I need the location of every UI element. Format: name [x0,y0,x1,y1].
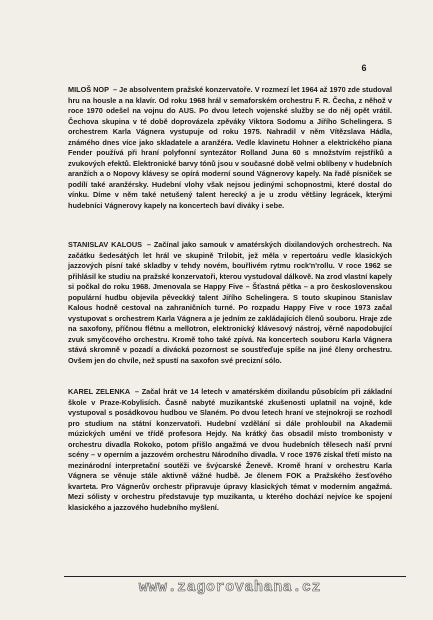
site-watermark: www.zagorovahana.cz [138,579,322,596]
bio-paragraph [68,387,392,514]
bio-name: MILOŠ NOP [68,85,109,94]
bio-milos-nop [68,85,392,212]
page-number: 6 [361,63,367,73]
bio-name: KAREL ZELENKA [68,387,131,396]
bio-text: – Je absolventem pražské konzervatoře. V rozmezí let 1964 až 1970 zde studoval hru na housle a na klavír. Od roku 1968 hrál v semaforském orchestru F. R. Čecha, z něhož v roce 1970 odešel na vojnu do AUS. Po dvou letech vojenské služby se do něj opět vrátil. Čechova skupina v té době doprovázela zpěváky Viktora Sodomu a Jiřího Schelingera. S orchestrem Karla Vágnera vystupuje od roku 1975. Nahradil v něm Vítězslava Hádla, známého dnes více jako skladatele a aranžéra. Vedle klavinetu Hohner a elektrického piana Fender používá při hraní polyfonní syntezátor Rolland Juna 60 s množstvím rejstříků a zvukových efektů. Elektronické barvy tónů jsou v současné době velmi oblíbeny v hudebních aranžích a o Nopovy klávesy se opírá moderní sound Vágnerovy kapely. Na řadě písniček se podílí také aranžérsky. Hudební vlohy však nejsou jedinými schopnostmi, které dostal do vínku. Díme v něm také netušený talent herecký a je u zrodu většiny legrácek, kterými hudebníci Vágnerovy kapely na koncertech baví diváky i sebe. [68,85,393,211]
bio-text: – Začal hrát ve 14 letech v amatérském dixilandu působícím při základní škole v Praze-Kobylisích. Časně nabyté muzikantské zkušenosti uplatnil na vojně, kde vystupoval s posádkovou hudbou ve Slaném. Po dvou letech hraní ve stejnokroji se rozhodl pro studium na státní konzervatoři. Hudební vzdělání si dále prohloubil na Akademii múzických umění ve třídě profesora Hejdy. Na krátký čas obsadil místo trombonisty v orchestru divadla Rokoko, potom přišlo angažmá ve dvou hudebních tělesech naší první scény – v operním a jazzovém orchestru Národního divadla. V roce 1976 získal třetí místo na mezinárodní interpretační soutěži ve švýcarské Ženevě. Kromě hraní v orchestru Karla Vágnera se věnuje stále aktivně vážné hudbě. Je členem FOK a Pražského žesťového kvarteta. Pro Vágnerův orchestr připravuje úpravy klasických témat v moderním angažmá. Mezi sólisty v orchestru představuje typ muzikanta, u kterého dochází nejvíce ke spojení klasického a jazzového hudebního myšlení. [68,387,392,513]
bio-stanislav-kalous [68,240,392,367]
bio-text: – Začínal jako samouk v amatérských dixilandových orchestrech. Na začátku šedesátých let hrál ve skupině Trilobit, jež měla v repertoáru vedle klasických jazzových písní také skladby v tehdy novém, bouřlivém rytmu rock'n'rollu. V roce 1962 se přihlásil ke studiu na pražské konzervatoři, kterou vystudoval dálkově. Na zrod vlastní kapely si počkal do roku 1968. Jmenovala se Happy Five – Šťastná pětka – a pro československou populární hudbu objevila pěveckký talent Jiřího Schelingera. S touto skupinou Stanislav Kalous hodně cestoval na zahraničních turné. Po rozpadu Happy Five v roce 1973 začal vystupovat s orchestrem Karla Vágnera a je jedním ze zakládajících členů souboru. Hraje zde na saxofony, příčnou flétnu a mellotron, elektronický klávesový nástroj, věrně napodobující zvuk smyčcového orchestru. Kromě toho také zpívá. Na koncertech souboru Karla Vágnera stává skromně v pozadí a divácká pozornost se soustřeďuje spíše na jiné členy orchestru. Ovšem jen do chvíle, než spustí na saxofon své precizní sólo. [68,240,392,366]
footer-rule [64,576,406,577]
bio-paragraph [68,240,392,367]
bio-name: STANISLAV KALOUS [68,240,142,249]
bio-karel-zelenka [68,387,392,514]
bio-paragraph [68,85,392,212]
